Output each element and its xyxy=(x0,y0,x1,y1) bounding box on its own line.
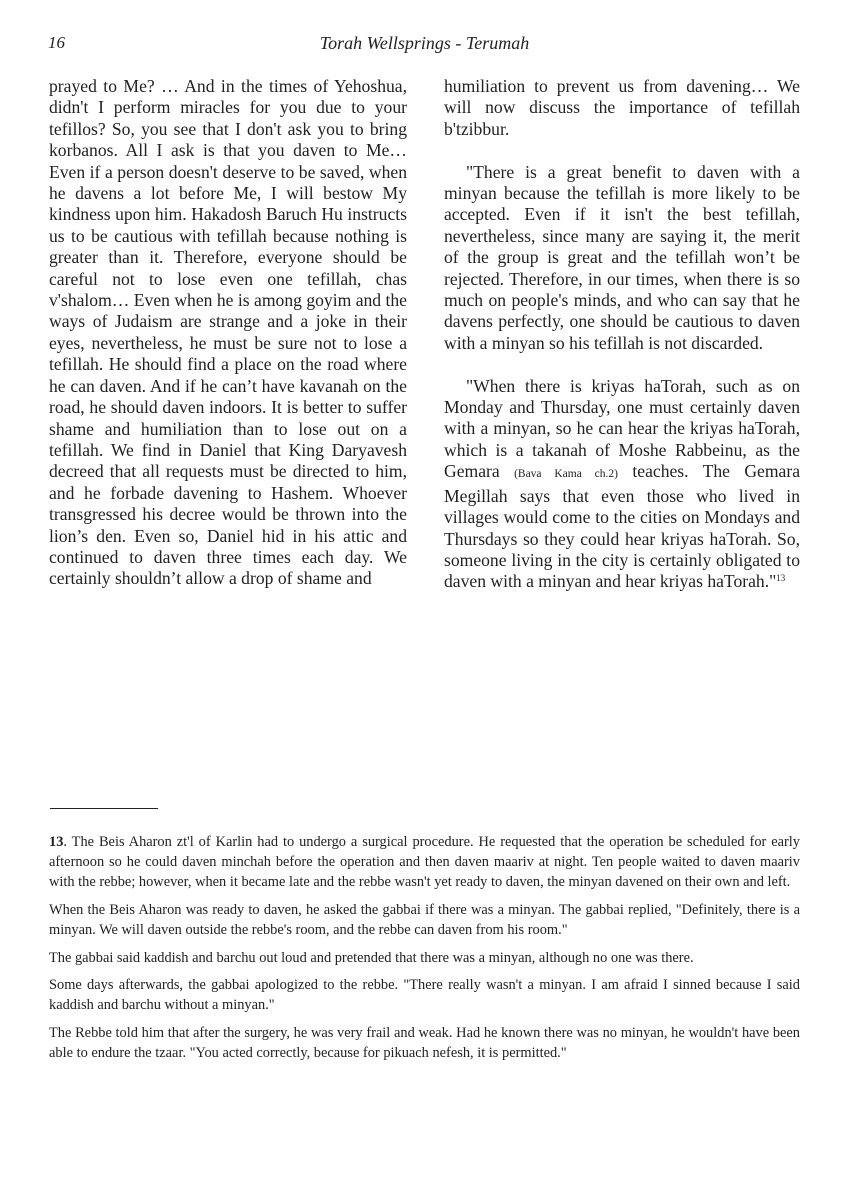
footnote-text: . The Beis Aharon zt'l of Karlin had to undergo a surgical procedure. He requested that the operation be scheduled for early afternoon so he could daven minchah before the operation and then daven maariv at night. Ten people waited to daven maariv with the rebbe; however, when it became late and the rebbe wasn't yet ready to daven, the minyan davened on their own and left. xyxy=(49,834,800,890)
footnote-number: 13 xyxy=(49,834,64,850)
body-paragraph: humiliation to prevent us from davening… We will now discuss the importance of tefillah b'tzibbur. xyxy=(444,76,800,139)
footnote-paragraph: Some days afterwards, the gabbai apologized to the rebbe. "There really wasn't a minyan. I am afraid I sinned because I said kaddish and barchu without a minyan." xyxy=(49,977,800,1014)
footnote-paragraph: The Rebbe told him that after the surgery, he was very frail and weak. Had he known there was no minyan, he wouldn't have been able to endure the tzaar. "You acted correctly, because for pikuach nefesh, it is permitted." xyxy=(49,1025,800,1062)
footnote-paragraph: The gabbai said kaddish and barchu out loud and pretended that there was a minyan, although no one was there. xyxy=(49,949,694,966)
paragraph-text: teaches. The Gemara Megillah says that even those who lived in villages would come to the cities on Mondays and Thursdays so they could hear kriyas haTorah. So, someone living in the city is certainly obligated to daven with a minyan and hear kriyas haTorah." xyxy=(444,461,801,592)
footnotes-section xyxy=(49,833,800,1072)
left-column xyxy=(49,76,407,590)
body-paragraph-quote: "There is a great benefit to daven with a minyan because the tefillah is more likely to be accepted. Even if it isn't the best tefillah, nevertheless, since many are saying it, the merit of the group is great and the tefillah won’t be rejected. Therefore, in our times, when there is so much on people's minds, and who can say that he davens perfectly, one should be cautious to daven with a minyan so his tefillah is not discarded. xyxy=(444,161,800,353)
right-column xyxy=(444,76,800,593)
footnote-13 xyxy=(49,833,800,893)
paragraph-text: "When there is kriyas haTorah, such as on Monday and Thursday, one must certainly daven with a minyan, so he can hear the kriyas haTorah, which is a takanah of Moshe Rabbeinu, as the Gemara xyxy=(444,375,800,482)
source-citation: (Bava Kama ch.2) xyxy=(514,468,618,481)
body-paragraph-kriyas-hatorah xyxy=(444,376,800,593)
footnote-divider xyxy=(50,808,158,809)
footnote-reference[interactable]: 13 xyxy=(776,573,786,584)
body-paragraph: prayed to Me? … And in the times of Yehoshua, didn't I perform miracles for you due to your tefillos? So, you see that I don't ask you to bring korbanos. All I ask is that you daven to Me… Even if a person doesn't deserve to be saved, when he davens a lot before Me, I will bestow My kindness upon him. Hakadosh Baruch Hu instructs us to be cautious with tefillah because nothing is greater than it. Therefore, everyone should be careful not to lose even one tefillah, chas v'shalom… Even when he is among goyim and the ways of Judaism are strange and a joke in their eyes, nevertheless, he must be sure not to lose a tefillah. He should find a place on the road where he can daven. And if he can’t have kavanah on the road, he should daven indoors. It is better to suffer shame and humiliation than to lose out on a tefillah. We find in Daniel that King Daryavesh decreed that all requests must be directed to him, and he forbade davening to Hashem. Whoever transgressed his decree would be thrown into the lion’s den. Even so, Daniel hid in his attic and continued to daven three times each day. We certainly shouldn’t allow a drop of shame and xyxy=(49,76,407,589)
page-number: 16 xyxy=(48,33,65,52)
running-title: Torah Wellsprings - Terumah xyxy=(319,33,530,53)
footnote-paragraph: When the Beis Aharon was ready to daven, he asked the gabbai if there was a minyan. The gabbai replied, "Definitely, there is a minyan. We will daven outside the rebbe's room, and the rebbe can daven from his room." xyxy=(49,901,800,938)
